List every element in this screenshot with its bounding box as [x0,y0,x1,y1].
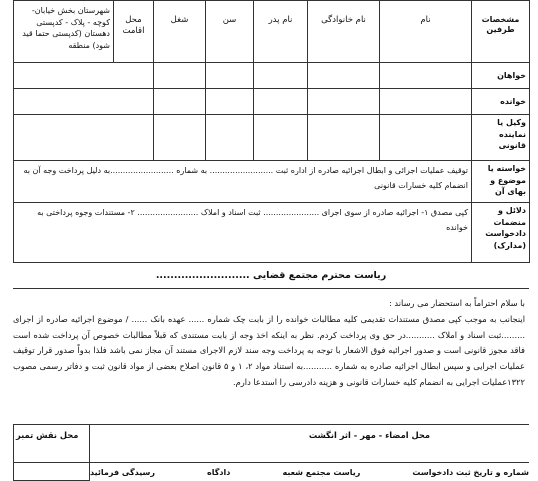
lawyer-name-cell[interactable] [380,115,472,161]
plaintiff-job-cell[interactable] [154,63,206,89]
lawyer-family-cell[interactable] [308,115,380,161]
evidence-label: دلائل و منضمات دادخواست (مدارک) [472,203,530,263]
subject-text[interactable]: توقیف عملیات اجرائی و ابطال اجرائیه صادره از اداره ثبت ......................... به شماره .........................به دلیل پرداخت وجه آن به انضمام کلیه خسارات قانونی [14,161,472,203]
title-divider [13,288,529,289]
subject-row [14,161,530,203]
lawyer-label: وکیل یا نماینده قانونی [472,115,530,161]
defendant-job-cell[interactable] [154,89,206,115]
petition-paragraph: اینجانب به موجب کپی مصدق مستندات تقدیمی کلیه مطالبات خوانده را از بابت چک شماره ...... عهده بانک ...... / موضوع اجرائیه صادره از اجرای .........ثبت اسناد و املاک ...........در حق وی پرداخت کردم. نظر به اینکه اخذ وجه از بابت مستندی که قبلاً مطالبات خصوص آن پرداخت شده است فاقد مجوز قانونی است و صدور اجرائیه فوق الاشعار با توجه به پرداخت وجه سند لازم الاجرای مستند آن مجاز نمی باشد فلذا بدواً صدور قرار توقیف عملیات اجرایی و سپس ابطال اجرائیه صادره به شماره ...........به استناد مواد ۲، ۱ و ۵ قانون اصلاح بعضی از مواد قانون ثبت و دفاتر رسمی مصوب ۱۳۲۲عملیات اجرایی به انضمام کلیه خسارات قانونی و هزینه دادرسی را استدعا دارم. [13,313,525,387]
defendant-name-cell[interactable] [380,89,472,115]
col-name: نام [380,1,472,63]
footer-registration: شماره و تاریخ ثبت دادخواست [412,468,529,477]
evidence-row [14,203,530,263]
lawyer-row [14,115,530,161]
lawyer-age-cell[interactable] [206,115,254,161]
plaintiff-address-cell[interactable] [14,63,154,89]
defendant-address-cell[interactable] [14,89,154,115]
footer-proceed: رسیدگی فرمائید [90,468,155,477]
col-father: نام پدر [254,1,308,63]
lawyer-job-cell[interactable] [154,115,206,161]
subject-label: خواسته یا موضوع و بهای آن [472,161,530,203]
court-title: ریاست محترم مجتمع قضایی .......................... [155,270,387,281]
footer-court: دادگاه [207,468,231,477]
signature-label: محل امضاء - مهر - اثر انگشت [308,430,430,440]
col-specs: مشخصات طرفین [472,1,530,63]
col-address-detail: شهرستان بخش خیابان- کوچه - پلاک - کدپستی دهستان (کدپستی حتما قید شود) منطقه [14,1,114,63]
header-row [14,1,530,63]
plaintiff-name-cell[interactable] [380,63,472,89]
footer-complex-head: ریاست مجتمع شعبه [282,468,361,477]
col-age: سن [206,1,254,63]
plaintiff-family-cell[interactable] [308,63,380,89]
col-family: نام خانوادگی [308,1,380,63]
parties-table [13,0,530,263]
plaintiff-age-cell[interactable] [206,63,254,89]
col-job: شغل [154,1,206,63]
plaintiff-row [14,63,530,89]
stamp-label: محل نقش تمبر [16,430,79,440]
lawyer-address-cell[interactable] [14,115,154,161]
defendant-label: خوانده [472,89,530,115]
col-address-title: محل اقامت [114,1,154,63]
greeting-line: با سلام احتراماً به استحضار می رساند : [388,298,525,308]
footer-row [90,468,529,477]
defendant-family-cell[interactable] [308,89,380,115]
plaintiff-father-cell[interactable] [254,63,308,89]
evidence-text[interactable]: کپی مصدق ۱- اجرائیه صادره از سوی اجرای ...................... ثبت اسناد و املاک ........................ ۲- مستندات وجوه پرداختی به خوانده [14,203,472,263]
petition-body[interactable] [13,296,525,391]
defendant-father-cell[interactable] [254,89,308,115]
defendant-age-cell[interactable] [206,89,254,115]
lawyer-father-cell[interactable] [254,115,308,161]
plaintiff-label: خواهان [472,63,530,89]
footer-divider [13,462,529,463]
signature-divider [13,424,529,425]
defendant-row [14,89,530,115]
